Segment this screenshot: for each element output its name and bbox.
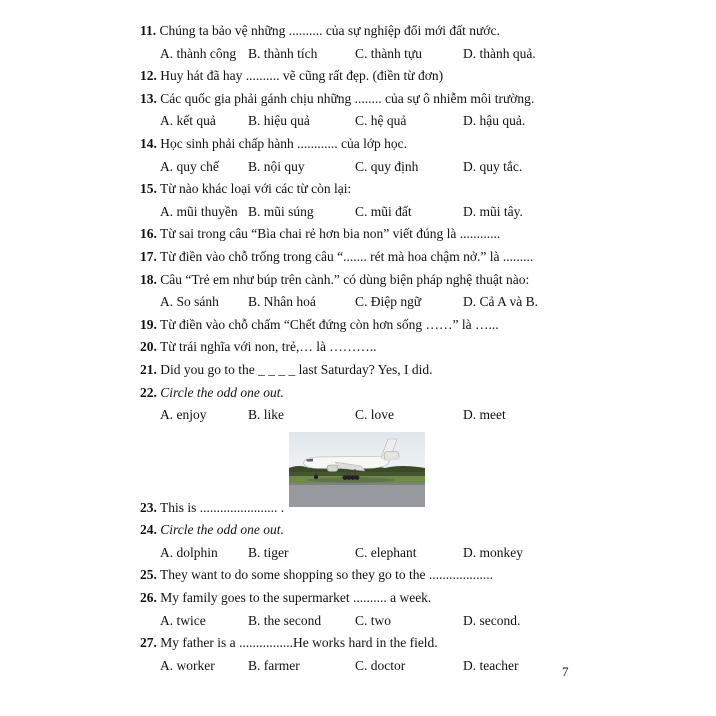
option-c: C. quy định (355, 158, 419, 174)
options-row-15 (140, 201, 700, 224)
option-b: B. thành tích (248, 45, 318, 61)
option-b: B. Nhân hoá (248, 294, 316, 310)
option-d: D. quy tắc. (463, 158, 523, 174)
options-row-24 (140, 542, 700, 565)
question-26 (140, 587, 700, 610)
option-d: D. thành quả. (463, 45, 536, 61)
options-row-13 (140, 110, 700, 133)
question-number: 11. (140, 23, 157, 38)
question-number: 27. (140, 635, 157, 651)
question-24 (140, 519, 700, 542)
options-row-18 (140, 291, 700, 314)
question-number: 18. (140, 271, 157, 287)
question-16 (140, 223, 700, 246)
option-a: A. enjoy (160, 407, 207, 423)
question-text: They want to do some shopping so they go to the ................... (160, 567, 493, 583)
option-d: D. Cả A và B. (463, 294, 539, 310)
question-text: Did you go to the _ _ _ _ last Saturday? Yes, I did. (160, 361, 433, 377)
options-row-27 (140, 655, 700, 678)
question-text: Circle the odd one out. (160, 522, 284, 538)
option-b: B. hiệu quả (248, 113, 310, 129)
option-d: D. mũi tây. (463, 203, 523, 219)
question-text: Từ nào khác loại với các từ còn lại: (160, 181, 352, 197)
airplane-image (289, 432, 425, 507)
airplane-image-row (140, 427, 700, 497)
option-c: C. hệ quả (355, 113, 407, 129)
question-20 (140, 336, 700, 359)
question-19 (140, 314, 700, 337)
question-25 (140, 564, 700, 587)
question-15 (140, 178, 700, 201)
question-21 (140, 359, 700, 382)
question-13 (140, 88, 700, 111)
option-a: A. quy chế (160, 158, 219, 174)
options-row-22 (140, 404, 700, 427)
question-number: 15. (140, 181, 157, 197)
question-text: Circle the odd one out. (160, 384, 284, 400)
question-11 (140, 20, 700, 43)
questions-bottom-container (140, 497, 700, 678)
option-c: C. thành tựu (355, 45, 422, 61)
question-text: This is ....................... . (160, 499, 285, 515)
option-c: C. mũi đất (355, 203, 412, 219)
option-d: D. meet (463, 407, 506, 423)
question-number: 21. (140, 361, 157, 377)
option-a: A. So sánh (160, 294, 219, 310)
option-b: B. nội quy (248, 158, 305, 174)
option-d: D. monkey (463, 544, 523, 560)
option-d: D. hậu quả. (463, 113, 526, 129)
question-number: 23. (140, 499, 157, 515)
page-number: 7 (562, 664, 569, 679)
option-a: A. worker (160, 657, 215, 673)
question-text: Các quốc gia phải gánh chịu những ........ của sự ô nhiễm môi trường. (160, 90, 535, 106)
option-a: A. kết quả (160, 113, 216, 129)
question-text: My father is a ................He works hard in the field. (160, 635, 438, 651)
questions-top-container (140, 20, 700, 427)
question-12 (140, 65, 700, 88)
question-text: My family goes to the supermarket .......... a week. (160, 590, 432, 606)
question-17 (140, 246, 700, 269)
question-text: Từ trái nghĩa với non, trẻ,… là ……….. (160, 339, 377, 355)
question-text: Chúng ta bảo vệ những .......... của sự nghiệp đổi mới đất nước. (159, 23, 500, 38)
option-c: C. two (355, 612, 392, 628)
airplane-photo (289, 432, 425, 507)
option-b: B. like (248, 407, 284, 423)
option-b: B. farmer (248, 657, 300, 673)
question-14 (140, 133, 700, 156)
question-number: 12. (140, 68, 157, 84)
option-c: C. elephant (355, 544, 417, 560)
option-a: A. mũi thuyền (160, 203, 238, 219)
question-number: 25. (140, 567, 157, 583)
question-number: 17. (140, 248, 157, 264)
question-22 (140, 382, 700, 405)
option-b: B. the second (248, 612, 322, 628)
option-a: A. twice (160, 612, 206, 628)
option-c: C. love (355, 407, 394, 423)
options-row-14 (140, 156, 700, 179)
option-d: D. teacher (463, 657, 519, 673)
question-number: 22. (140, 384, 157, 400)
question-text: Từ điền vào chỗ trống trong câu “....... rét mà hoa chậm nở.” là ......... (160, 248, 534, 264)
question-number: 16. (140, 226, 157, 242)
option-c: C. doctor (355, 657, 406, 673)
question-number: 13. (140, 90, 157, 106)
question-number: 14. (140, 135, 157, 151)
question-number: 24. (140, 522, 157, 538)
options-row-11 (140, 43, 700, 66)
question-text: Từ sai trong câu “Bìa chai rẻ hơn bia non” viết đúng là ............ (160, 226, 501, 242)
test-content (140, 20, 700, 677)
question-number: 26. (140, 590, 157, 606)
option-c: C. Điệp ngữ (355, 294, 422, 310)
option-a: A. thành công (160, 45, 237, 61)
question-number: 20. (140, 339, 157, 355)
question-text: Học sinh phải chấp hành ............ của lớp học. (160, 135, 407, 151)
question-text: Huy hát đã hay .......... vẽ cũng rất đẹp. (điền từ đơn) (160, 68, 444, 84)
question-18 (140, 269, 700, 292)
option-b: B. tiger (248, 544, 289, 560)
question-27 (140, 632, 700, 655)
question-text: Câu “Trẻ em như búp trên cành.” có dùng biện pháp nghệ thuật nào: (160, 271, 530, 287)
question-number: 19. (140, 316, 157, 332)
option-a: A. dolphin (160, 544, 218, 560)
question-text: Từ điền vào chỗ chấm “Chết đứng còn hơn sống ……” là …... (160, 316, 499, 332)
options-row-26 (140, 610, 700, 633)
option-b: B. mũi súng (248, 203, 314, 219)
option-d: D. second. (463, 612, 521, 628)
